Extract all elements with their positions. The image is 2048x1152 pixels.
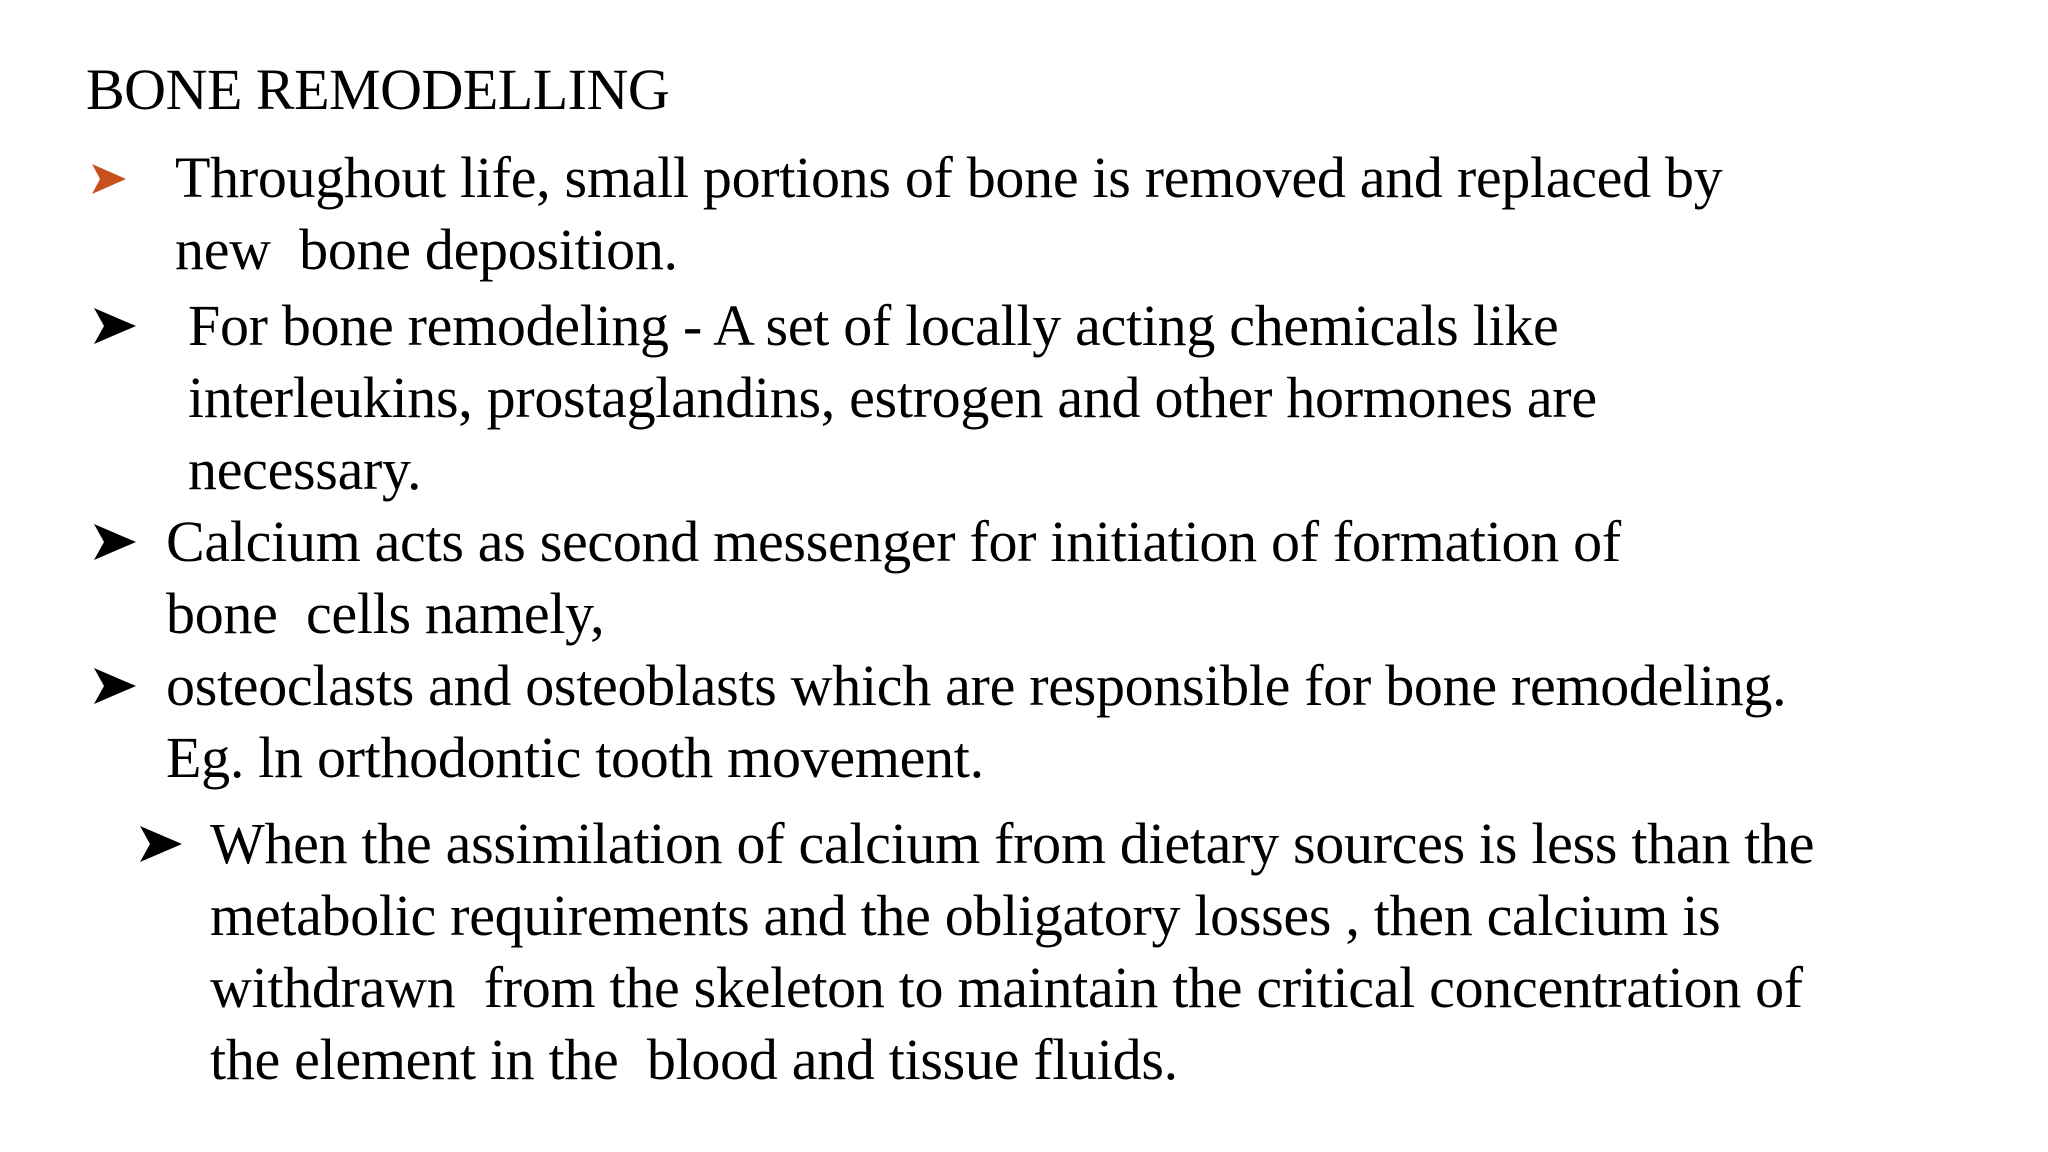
bullet-text-line: new bone deposition. [175, 217, 678, 282]
arrow-bullet-icon [92, 506, 152, 578]
bullet-text-line: interleukins, prostaglandins, estrogen and other hormones are [188, 365, 1597, 430]
bullet-text-line: the element in the blood and tissue fluids. [210, 1027, 1178, 1092]
bullet-text-line: withdrawn from the skeleton to maintain the critical concentration of [210, 955, 1803, 1020]
bullet-text-line: When the assimilation of calcium from dietary sources is less than the [210, 811, 1815, 876]
arrow-bullet-icon [90, 142, 150, 214]
bullet-text-line: necessary. [188, 437, 422, 502]
arrow-bullet-icon [92, 650, 152, 722]
arrow-bullet-icon [138, 808, 198, 880]
slide-title: BONE REMODELLING [86, 57, 670, 122]
bullet-text-line: Throughout life, small portions of bone is removed and replaced by [175, 145, 1723, 210]
bullet-text-line: bone cells namely, [166, 581, 605, 646]
arrow-bullet-icon [92, 290, 152, 362]
bullet-text-line: Calcium acts as second messenger for initiation of formation of [166, 509, 1621, 574]
bullet-text-line: metabolic requirements and the obligatory losses , then calcium is [210, 883, 1721, 948]
bullet-text-line: For bone remodeling - A set of locally acting chemicals like [188, 293, 1559, 358]
bullet-text-line: osteoclasts and osteoblasts which are responsible for bone remodeling. [166, 653, 1787, 718]
bullet-text-line: Eg. ln orthodontic tooth movement. [166, 725, 984, 790]
